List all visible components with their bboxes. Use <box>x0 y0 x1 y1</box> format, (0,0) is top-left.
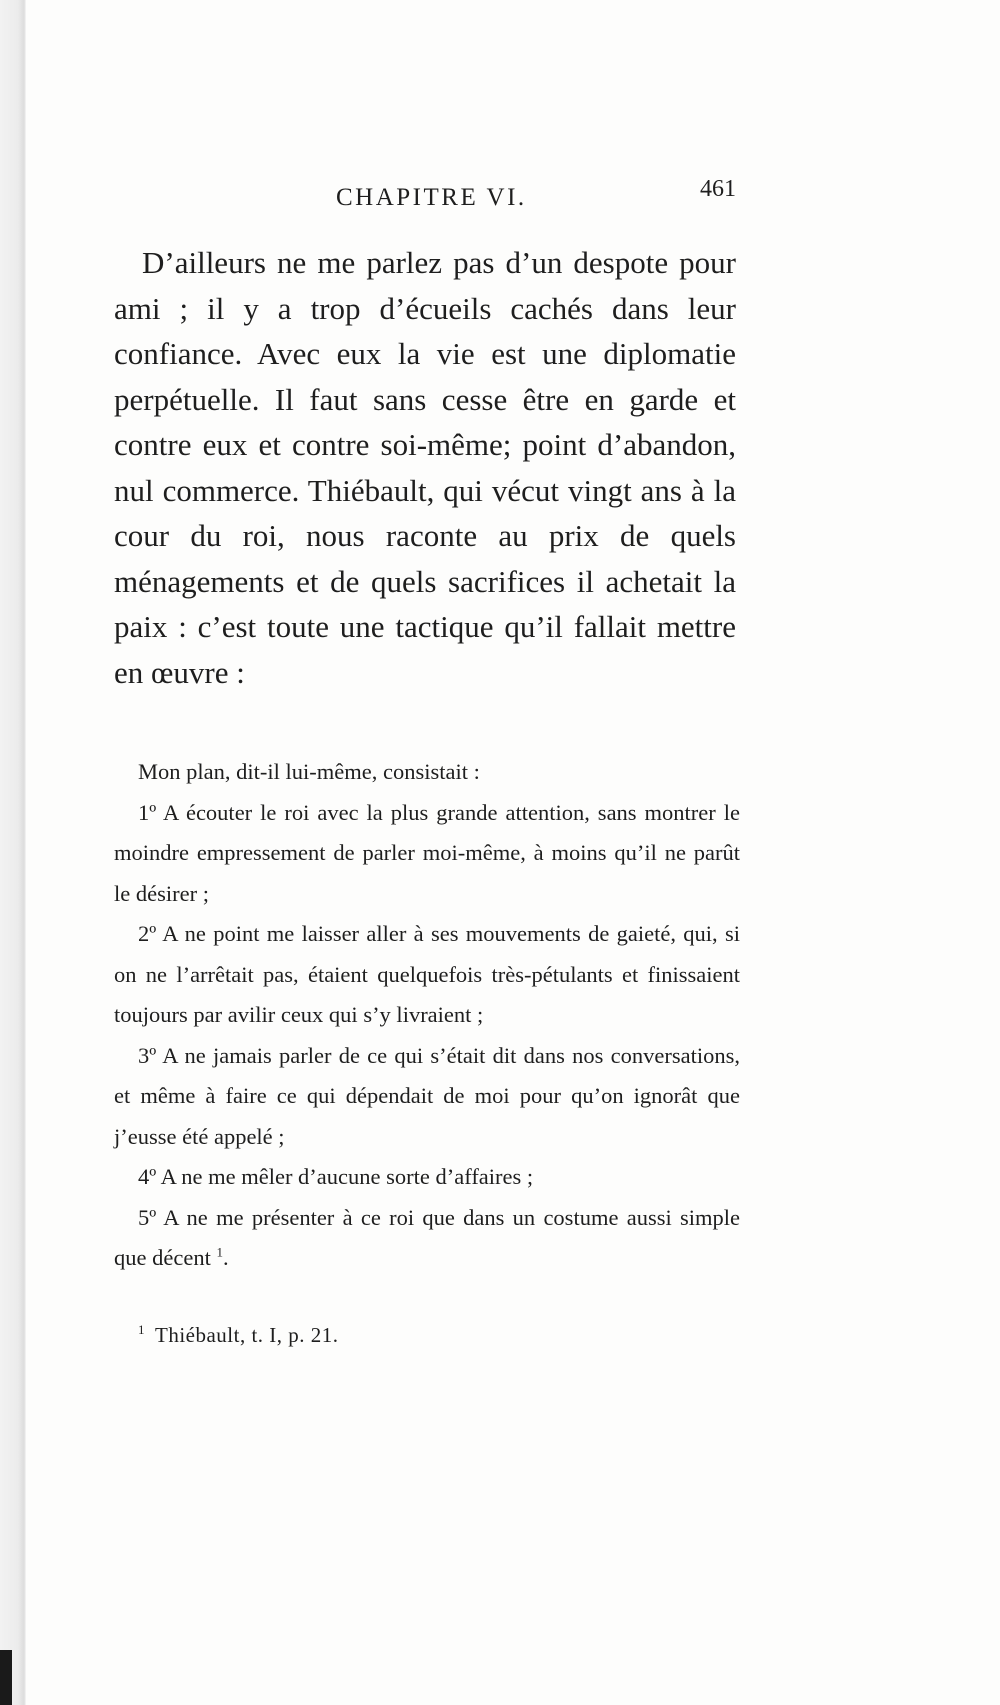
page-spine-edge <box>0 1650 12 1705</box>
quote-item-4: 4º A ne me mêler d’aucune sorte d’affaires ; <box>138 1164 534 1189</box>
page-number: 461 <box>700 176 736 202</box>
footnote-text: Thiébault, t. I, p. 21. <box>155 1323 339 1347</box>
quote-item-5-end: . <box>222 1245 229 1270</box>
footnote-reference: 1 <box>216 1244 223 1260</box>
running-head: CHAPITRE VI. <box>336 184 527 211</box>
quote-item-3: 3º A ne jamais parler de ce qui s’était dit dans nos conversations, et même à faire ce qui dépendait de moi pour qu’on ignorât que j’eusse été appelé ; <box>114 1042 740 1149</box>
quoted-plan <box>114 752 740 1279</box>
quote-item-1: 1º A écouter le roi avec la plus grande attention, sans montrer le moindre empressement de parler moi-même, à moins qu’il ne parût le désirer ; <box>114 799 740 906</box>
main-paragraph: D’ailleurs ne me parlez pas d’un despote pour ami ; il y a trop d’écueils cachés dans leur confiance. Avec eux la vie est une diplomatie perpétuelle. Il faut sans cesse être en garde et contre eux et contre soi-même; point d’abandon, nul commerce. Thiébault, qui vécut vingt ans à la cour du roi, nous raconte au prix de quels ménagements et de quels sacrifices il achetait la paix : c’est toute une tactique qu’il fallait mettre en œuvre : <box>114 245 736 690</box>
footnote <box>138 1323 339 1348</box>
quote-item-2: 2º A ne point me laisser aller à ses mouvements de gaieté, qui, si on ne l’arrêtait pas, étaient quelquefois très-pétulants et finissaient toujours par avilir ceux qui s’y livraient ; <box>114 921 740 1027</box>
footnote-marker: 1 <box>138 1322 145 1337</box>
quote-intro: Mon plan, dit-il lui-même, consistait : <box>138 759 480 784</box>
main-text-block <box>114 240 736 695</box>
quote-item-5 <box>114 1198 740 1279</box>
quote-item-5-text: 5º A ne me présenter à ce roi que dans un costume aussi simple que décent <box>114 1204 740 1270</box>
page-spine-shadow <box>0 0 26 1705</box>
